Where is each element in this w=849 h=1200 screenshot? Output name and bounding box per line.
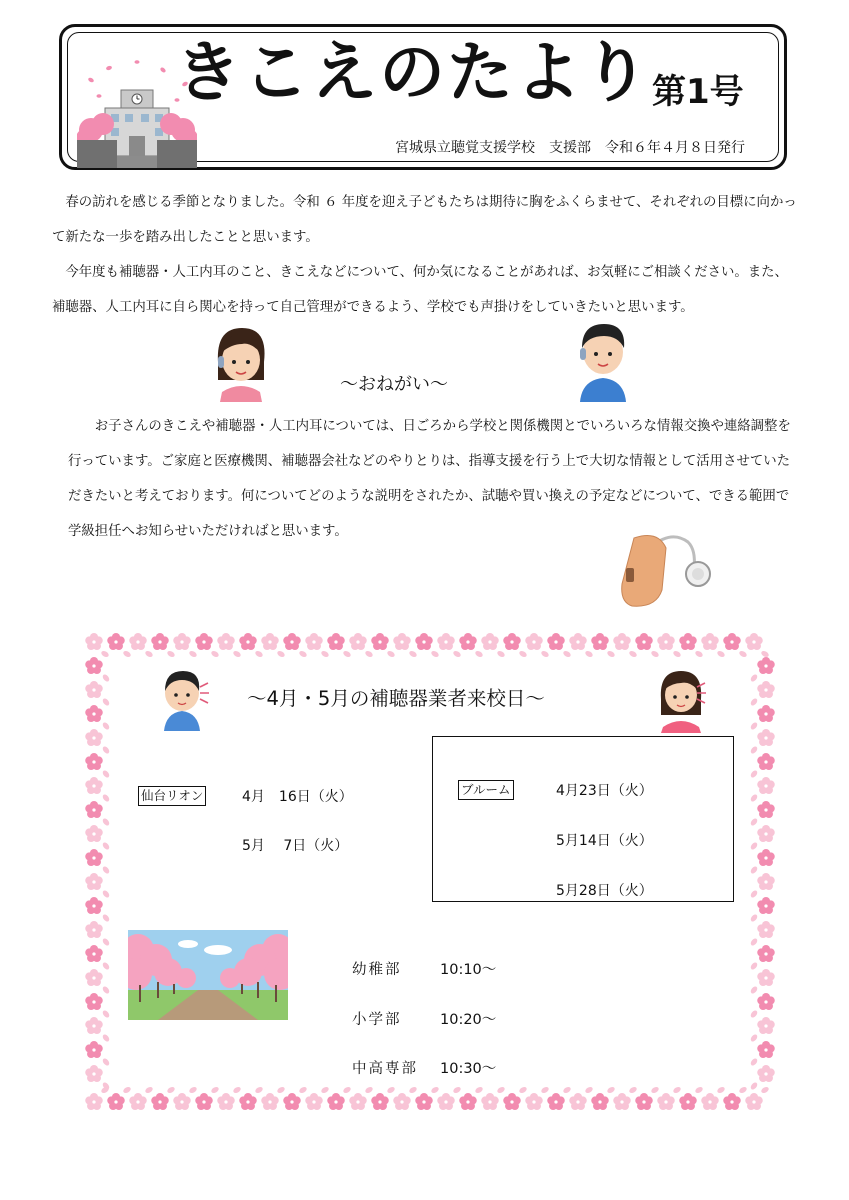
vendor1-date-2: 5月 7日（火） — [242, 838, 349, 854]
visit-schedule-title: ～4月・5月の補聴器業者来校日～ — [247, 687, 545, 710]
girl-with-hearing-aid-illustration — [212, 322, 270, 402]
schedule-dept-3: 中高専部 — [352, 1061, 418, 1077]
intro-section — [52, 186, 797, 325]
onegai-paragraph: お子さんのきこえや補聴器・人工内耳については、日ごろから学校と関係機関とでいろいろな情報交換や連絡調整を行っています。ご家庭と医療機関、補聴器会社などのやりとりは、指導支援を行う上で大切な情報として活用させていただきたいと考えております。何についてどのような説明をされたか、試聴や買い換えの予定などについて、できる範囲で学級担任へお知らせいただければと思います。 — [68, 419, 791, 539]
boy-with-hearing-aid-illustration — [574, 318, 632, 402]
hearing-aid-illustration — [612, 528, 716, 610]
girl-listening-illustration — [655, 665, 707, 733]
newsletter-title: きこえのたより — [175, 34, 651, 111]
intro-paragraph-1: 春の訪れを感じる季節となりました。令和 ６ 年度を迎え子どもたちは期待に胸をふくらませて、それぞれの目標に向かって新たな一歩を踏み出したことと思います。 — [52, 195, 797, 245]
vendor2-date-2: 5月14日（火） — [556, 833, 653, 849]
schedule-dept-1: 幼稚部 — [352, 962, 402, 978]
vendor-sendai-rion-label: 仙台リオン — [138, 786, 206, 806]
vendor-bloom-label: ブルーム — [458, 780, 514, 800]
vendor2-date-1: 4月23日（火） — [556, 783, 653, 799]
schedule-time-1: 10:10～ — [440, 962, 497, 978]
schedule-time-3: 10:30～ — [440, 1061, 497, 1077]
onegai-title: ～おねがい～ — [340, 374, 448, 395]
boy-listening-illustration — [158, 665, 210, 731]
issue-number: 第1号 — [652, 72, 744, 112]
cherry-blossom-path-illustration — [128, 930, 288, 1020]
vendor2-date-3: 5月28日（火） — [556, 883, 653, 899]
vendor-bloom-box — [432, 736, 734, 902]
schedule-dept-2: 小学部 — [352, 1012, 402, 1028]
vendor1-date-1: 4月 16日（火） — [242, 789, 353, 805]
schedule-time-2: 10:20～ — [440, 1012, 497, 1028]
publisher-line: 宮城県立聴覚支援学校 支援部 令和６年４月８日発行 — [395, 140, 745, 156]
intro-paragraph-2: 今年度も補聴器・人工内耳のこと、きこえなどについて、何か気になることがあれば、お気軽にご相談ください。また、補聴器、人工内耳に自ら関心を持って自己管理ができるよう、学校でも声掛けをしていきたいと思います。 — [52, 264, 788, 315]
